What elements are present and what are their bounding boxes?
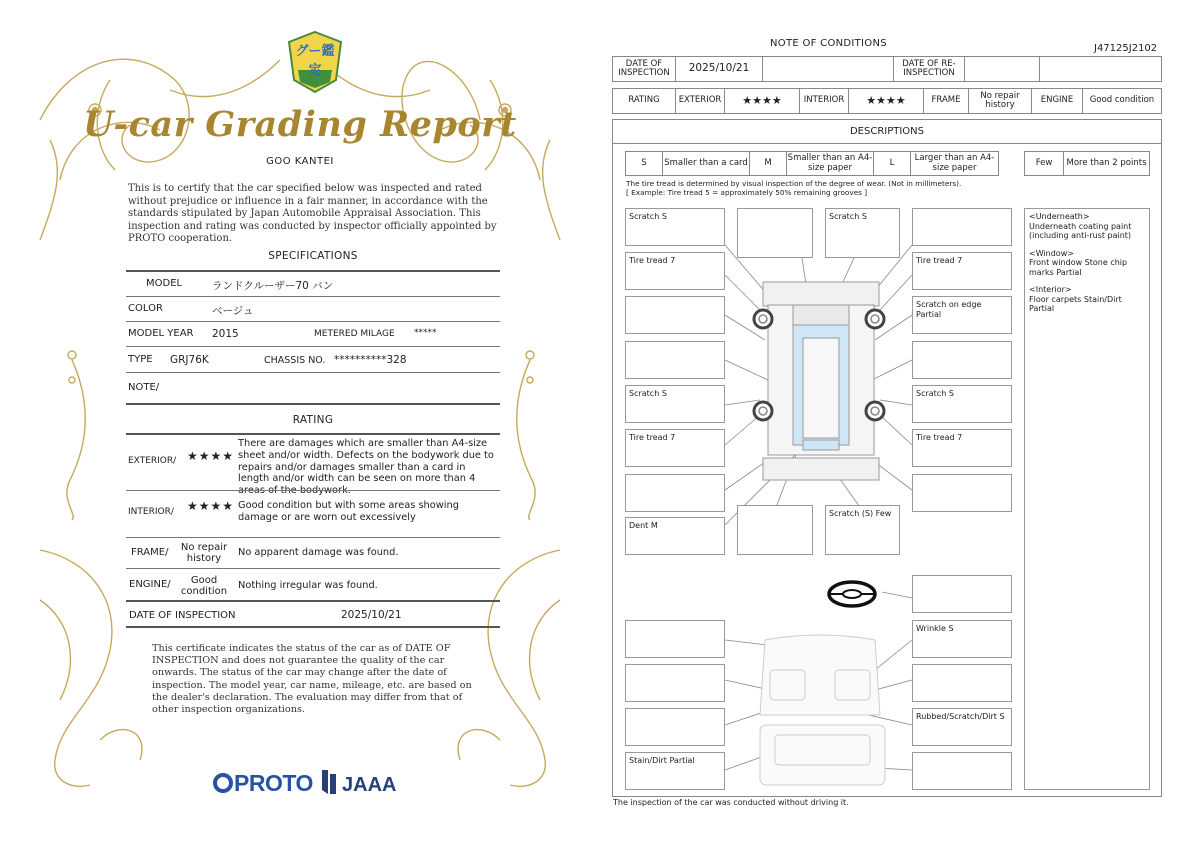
note-box-right-5: Scratch S [912, 385, 1012, 423]
chassis-label: CHASSIS NO. [264, 355, 326, 366]
legend-l-key: L [874, 152, 911, 176]
interior-note: Floor carpets Stain/Dirt Partial [1029, 294, 1122, 313]
proto-logo-icon [212, 772, 234, 794]
note-box-front-center-right: Scratch S [825, 208, 900, 258]
note-box-interior-left-3 [625, 708, 725, 746]
underneath-heading: <Underneath> [1029, 212, 1090, 221]
divider [126, 321, 500, 322]
legend-m-key: M [750, 152, 787, 176]
note-box-front-right-tire: Tire tread 7 [912, 252, 1012, 290]
rating-table [612, 88, 1162, 114]
note-box-front-left-tire: Tire tread 7 [625, 252, 725, 290]
note-box-front-left: Scratch S [625, 208, 725, 246]
engine-description: Nothing irregular was found. [238, 580, 378, 591]
note-box-front-center-left [737, 208, 813, 258]
specifications-heading: SPECIFICATIONS [268, 250, 358, 262]
legend-s-key: S [626, 152, 663, 176]
reinspection-date-value [965, 57, 1040, 82]
legend-m-text: Smaller than an A4-size paper [787, 152, 874, 176]
engine-value: Good condition [1083, 89, 1162, 114]
divider [126, 490, 500, 491]
jaaa-logo-icon [318, 768, 340, 796]
sheet-title: NOTE OF CONDITIONS [770, 38, 887, 49]
interior-label: INTERIOR [800, 89, 849, 114]
chassis-value: **********328 [334, 354, 407, 366]
type-value: GRJ76K [170, 354, 209, 366]
frame-label: FRAME/ [131, 547, 169, 558]
engine-value: Good condition [180, 575, 228, 597]
type-label: TYPE [128, 354, 153, 365]
steering-wheel-icon [829, 582, 875, 606]
note-box-steering [912, 575, 1012, 613]
model-year-value: 2015 [212, 328, 239, 340]
report-subtitle: GOO KANTEI [266, 156, 334, 167]
note-box-right-3: Scratch on edge Partial [912, 296, 1012, 334]
color-label: COLOR [128, 303, 163, 314]
window-heading: <Window> [1029, 248, 1074, 258]
note-box-rear-right-tire: Tire tread 7 [912, 429, 1012, 467]
descriptions-title: DESCRIPTIONS [849, 126, 925, 137]
inspection-date-value: 2025/10/21 [341, 609, 402, 621]
badge-label: グー鑑定 [295, 44, 335, 78]
tire-tread-note: The tire tread is determined by visual inspection of the degree of wear. (Not in millimeters). [626, 179, 962, 188]
legend-s-text: Smaller than a card [663, 152, 750, 176]
note-box-rear-center-right: Scratch (S) Few [825, 505, 900, 555]
note-box-rear-center-left [737, 505, 813, 555]
interior-stars: ★★★★ [849, 89, 924, 114]
inspection-date-label: DATE OF INSPECTION [613, 57, 676, 82]
note-box-interior-left-4: Stain/Dirt Partial [625, 752, 725, 790]
blank-cell [763, 57, 894, 82]
window-note: Front window Stone chip marks Partial [1029, 258, 1128, 277]
note-box-left-3 [625, 296, 725, 334]
tire-tread-example: [ Example: Tire tread 5 = approximately 50% remaining grooves ] [626, 188, 868, 197]
rating-heading: RATING [292, 414, 334, 426]
legend-few-key: Few [1025, 152, 1064, 176]
interior-description: Good condition but with some areas showing damage or are worn out excessively [238, 500, 459, 523]
note-box-interior-left-1 [625, 620, 725, 658]
exterior-description: There are damages which are smaller than A4-size sheet and/or width. Defects on the bodywork due to repairs and/or damages smaller than a card in length and/or width can be seen on more than 4 [238, 438, 494, 485]
note-box-interior-left-2 [625, 664, 725, 702]
divider [126, 600, 500, 602]
note-box-interior-right-3: Rubbed/Scratch/Dirt S [912, 708, 1012, 746]
reinspection-date-label: DATE OF RE-INSPECTION [894, 57, 965, 82]
frame-value: No repair history [180, 542, 228, 564]
rating-label: RATING [613, 89, 676, 114]
engine-label: ENGINE/ [129, 579, 171, 590]
note-label: NOTE/ [128, 382, 160, 393]
divider [126, 403, 500, 405]
interior-label: INTERIOR/ [128, 507, 174, 517]
exterior-label: EXTERIOR/ [128, 456, 177, 466]
exterior-label: EXTERIOR [676, 89, 725, 114]
color-value: ベージュ [212, 305, 254, 317]
divider [126, 626, 500, 628]
interior-stars: ★★★★ [187, 499, 235, 513]
legend-few-text: More than 2 points [1064, 152, 1150, 176]
exterior-stars: ★★★★ [725, 89, 800, 114]
underneath-note: Underneath coating paint (including anti-rust paint) [1029, 221, 1132, 240]
certificate-disclaimer: This certificate indicates the status of the car as of DATE OF INSPECTION and does not guarantee the quality of the car onwards. The status of the car may change after the date of inspection. The model year, car name, mileage, etc. are based on the dealer's declaration. The evaluation may differ from that of other inspection organizations. [152, 643, 472, 716]
inspection-date-value: 2025/10/21 [676, 57, 763, 82]
note-box-left-5: Scratch S [625, 385, 725, 423]
exterior-stars: ★★★★ [187, 449, 235, 463]
divider [126, 372, 500, 373]
document-id: J47125J2102 [1094, 43, 1158, 54]
size-legend-table [625, 151, 999, 176]
report-title: U-car Grading Report [83, 104, 517, 145]
divider [126, 568, 500, 569]
divider [126, 270, 500, 272]
note-box-right-4 [912, 341, 1012, 379]
engine-label: ENGINE [1032, 89, 1083, 114]
inspection-dates-table [612, 56, 1162, 82]
interior-heading: <Interior> [1029, 285, 1072, 294]
note-box-interior-right-1: Wrinkle S [912, 620, 1012, 658]
inspection-date-label: DATE OF INSPECTION [129, 610, 236, 621]
frame-value: No repair history [969, 89, 1032, 114]
model-value: ランドクルーザー70 バン [212, 280, 334, 292]
note-box-left-7 [625, 474, 725, 512]
note-of-conditions-sheet [600, 0, 1200, 848]
model-label: MODEL [146, 278, 183, 289]
divider [126, 537, 500, 538]
frame-description: No apparent damage was found. [238, 547, 399, 558]
mileage-label: METERED MILAGE [314, 329, 395, 339]
note-box-front-right [912, 208, 1012, 246]
note-box-rear-left-tire: Tire tread 7 [625, 429, 725, 467]
certification-statement: This is to certify that the car specified below was inspected and rated without prejudice or influence in a fair manner, in accordance with the standards stipulated by Japan Automobile Appraisal Association. This inspection and rating was conducted by inspector officially appointed by PROTO cooperation. [128, 183, 497, 245]
divider [126, 433, 500, 435]
note-box-right-7 [912, 474, 1012, 512]
legend-l-text: Larger than an A4-size paper [911, 152, 999, 176]
sheet-footer: The inspection of the car was conducted without driving it. [613, 798, 849, 807]
mileage-value: ***** [414, 328, 437, 338]
few-legend-table [1024, 151, 1150, 176]
divider [126, 296, 500, 297]
frame-label: FRAME [924, 89, 969, 114]
additional-notes-panel [1024, 208, 1150, 790]
divider [126, 346, 500, 347]
note-box-rear-left: Dent M [625, 517, 725, 555]
note-box-left-4 [625, 341, 725, 379]
model-year-label: MODEL YEAR [128, 328, 194, 339]
proto-logo: PROTO [234, 770, 313, 796]
note-box-interior-right-4 [912, 752, 1012, 790]
jaaa-logo: JAAA [342, 774, 397, 796]
blank-cell [1040, 57, 1162, 82]
note-box-interior-right-2 [912, 664, 1012, 702]
